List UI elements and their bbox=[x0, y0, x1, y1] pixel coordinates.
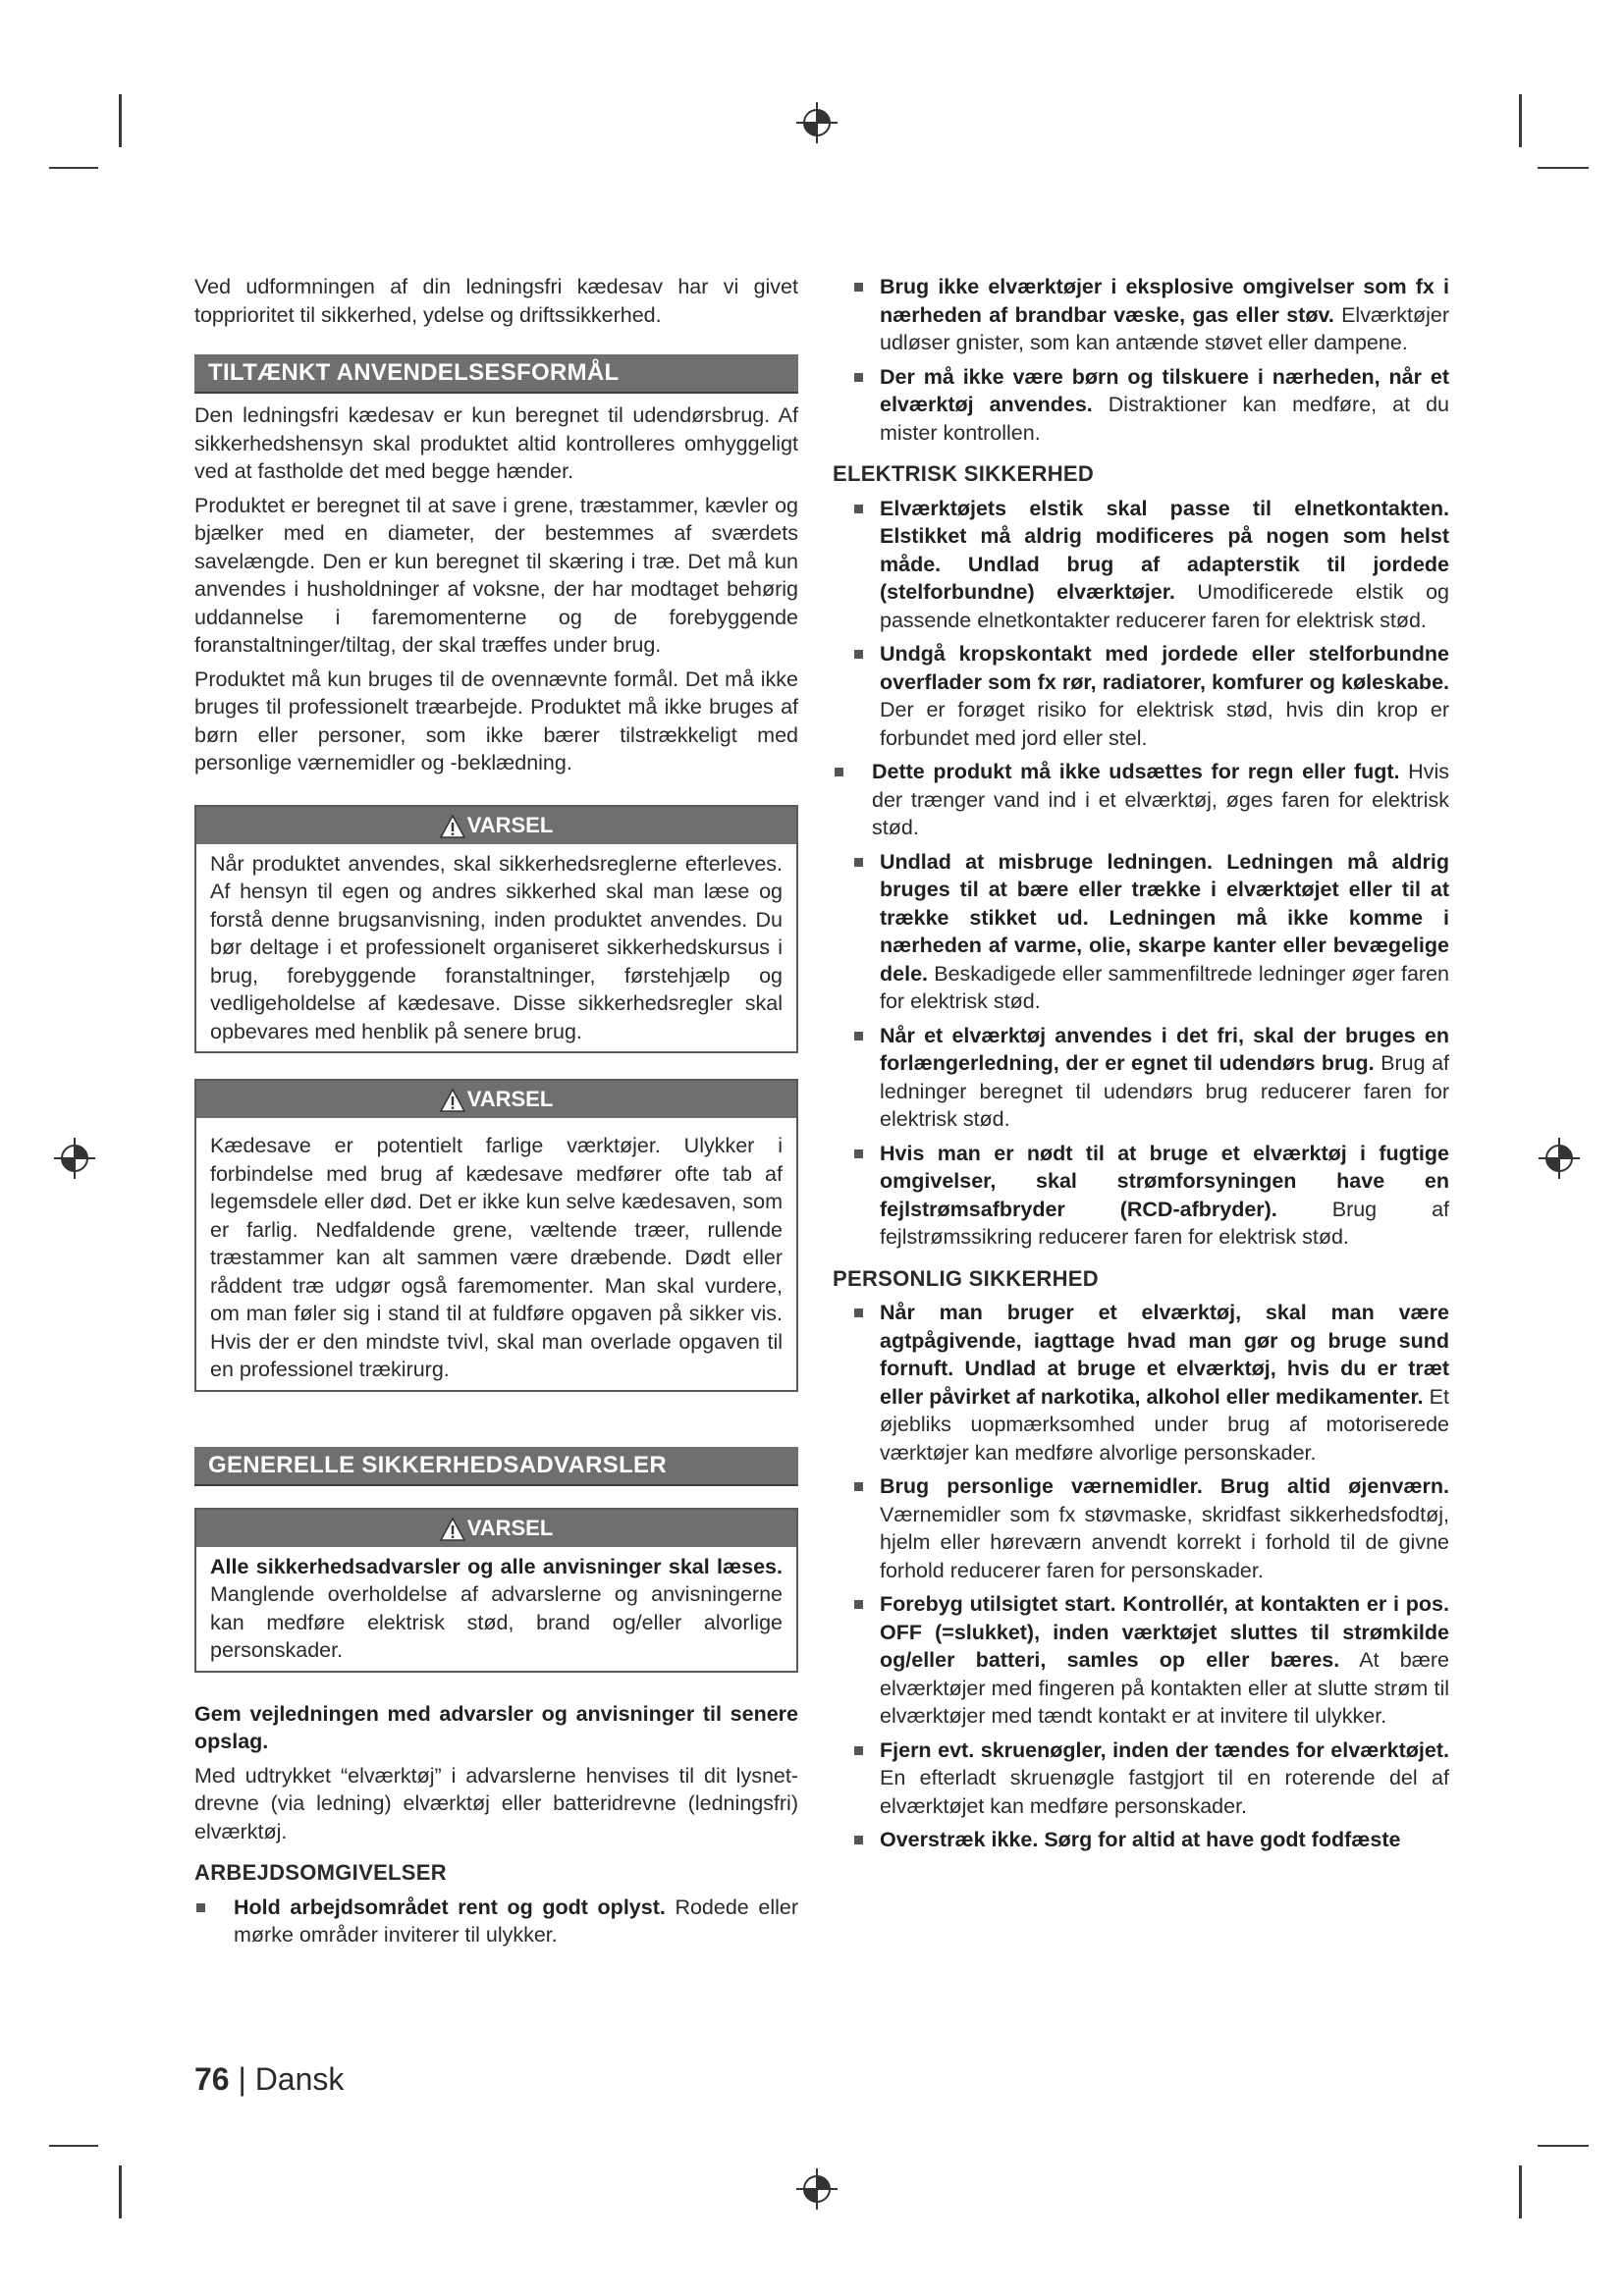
warning-triangle-icon bbox=[440, 815, 465, 838]
crop-mark bbox=[1519, 2165, 1522, 2218]
bullet-icon bbox=[854, 1482, 863, 1491]
section-heading-personal: PERSONLIG SIKKERHED bbox=[833, 1265, 1099, 1291]
crop-mark bbox=[119, 94, 122, 147]
item-bold: Brug ikke elværktøjer i eksplosive omgivelser som fx i nærheden af brandbar væske, gas eller støv. bbox=[880, 275, 1449, 327]
warning-header bbox=[196, 1510, 796, 1547]
list-item bbox=[833, 1736, 1449, 1821]
item-bold: Elværktøjets elstik skal passe til elnetkontakten. Elstikket må aldrig modificeres på nogen som helst måde. Undlad brug af adapterstik til jordede (stelforbundne) elværktøjer. bbox=[880, 496, 1449, 604]
list-item bbox=[833, 848, 1449, 1016]
left-column bbox=[194, 273, 798, 1955]
list-item bbox=[833, 273, 1449, 357]
section-heading-electrical: ELEKTRISK SIKKERHED bbox=[833, 461, 1095, 486]
bullet-icon bbox=[854, 1032, 863, 1041]
warning-box bbox=[194, 805, 798, 1054]
list-item bbox=[833, 495, 1449, 635]
bullet-icon bbox=[854, 1308, 863, 1317]
bullet-icon bbox=[854, 1149, 863, 1158]
registration-mark-icon bbox=[794, 2166, 839, 2212]
intended-use-paragraph: Den ledningsfri kædesav er kun beregnet til udendørsbrug. Af sikkerhedshensyn skal produktet altid kontrolleres omhyggeligt ved at fastholde det med begge hænder. bbox=[194, 403, 798, 483]
item-text: Brug af ledninger beregnet til udendørs brug reducerer faren for elektrisk stød. bbox=[880, 1051, 1449, 1131]
crop-mark bbox=[1538, 2145, 1589, 2147]
right-column bbox=[833, 273, 1449, 1860]
item-bold: Undgå kropskontakt med jordede eller stelforbundne overflader som fx rør, radiatorer, komfurer og køleskabe. bbox=[880, 642, 1449, 694]
list-item bbox=[833, 758, 1449, 842]
bullet-icon bbox=[196, 1903, 205, 1912]
warning-text: Kædesave er potentielt farlige værktøjer. Ulykker i forbindelse med brug af kædesave medfører ofte tab af legemsdele eller død. Det er ikke kun selve kædesaven, som er farlig. Nedfaldende grene, væltende træer, rullende træstammer kan alt sammen være dræbende. Dødt eller råddent træ udgør også faremomenter. Man skal vurdere, om man føler sig i stand til at fuldføre opgaven på sikker vis. Hvis der er den mindste tvivl, skal man overlade opgaven til en professionel trækirurg. bbox=[210, 1134, 783, 1381]
warning-label: VARSEL bbox=[466, 1515, 554, 1540]
crop-mark bbox=[119, 2165, 122, 2218]
item-bold: Undlad at misbruge ledningen. Ledningen må aldrig bruges til at bære eller trække i elværktøjet eller til at trække stikket ud. Ledningen må ikke komme i nærheden af varme, olie, skarpe kanter eller bevægelige dele. bbox=[880, 849, 1449, 986]
intro-paragraph: Ved udformningen af din ledningsfri kædesav har vi givet topprioritet til sikkerhed, ydelse og driftssikkerhed. bbox=[194, 275, 798, 327]
keep-instructions-note: Gem vejledningen med advarsler og anvisninger til senere opslag. bbox=[194, 1701, 798, 1753]
footer-separator: | bbox=[229, 2061, 255, 2097]
warning-label: VARSEL bbox=[466, 812, 554, 837]
bullet-icon bbox=[854, 1746, 863, 1755]
warning-triangle-icon bbox=[440, 1089, 465, 1112]
section-heading-work-area: ARBEJDSOMGIVELSER bbox=[194, 1860, 447, 1885]
item-bold: Hold arbejdsområdet rent og godt oplyst. bbox=[234, 1895, 666, 1919]
item-text: Elværktøjer udløser gnister, som kan antænde støvet eller dampene. bbox=[880, 302, 1449, 354]
bullet-icon bbox=[854, 505, 863, 513]
warning-header bbox=[196, 807, 796, 844]
warning-body-text: Manglende overholdelse af advarslerne og anvisningerne kan medføre elektrisk stød, brand og/eller alvorlige personskader. bbox=[210, 1582, 783, 1662]
list-item bbox=[833, 640, 1449, 752]
intended-use-paragraph: Produktet må kun bruges til de ovennævnte formål. Det må ikke bruges til professionelt træarbejde. Produktet må ikke bruges af børn eller personer, som ikke bærer tilstrækkeligt med personlige værnemidler og -beklædning. bbox=[194, 667, 798, 774]
warning-box bbox=[194, 1508, 798, 1673]
bullet-icon bbox=[854, 373, 863, 382]
crop-mark bbox=[49, 2145, 98, 2147]
item-text: Værnemidler som fx støvmaske, skridfast sikkerhedsfodtøj, hjelm eller høreværn anvendt korrekt i forhold til de givne forhold reducerer faren for personskader. bbox=[880, 1502, 1449, 1582]
bullet-icon bbox=[854, 1600, 863, 1609]
list-item bbox=[194, 1894, 798, 1949]
item-bold: Brug personlige værnemidler. Brug altid øjenværn. bbox=[880, 1474, 1449, 1498]
list-item bbox=[833, 1472, 1449, 1584]
item-text: Rodede eller mørke områder inviterer til ulykker. bbox=[234, 1895, 798, 1947]
bullet-icon bbox=[854, 650, 863, 659]
item-bold: Fjern evt. skruenøgler, inden der tændes for elværktøjet. bbox=[880, 1737, 1449, 1762]
warning-box bbox=[194, 1079, 798, 1392]
item-bold: Når et elværktøj anvendes i det fri, skal der bruges en forlængerledning, der er egnet til udendørs brug. bbox=[880, 1023, 1449, 1075]
item-text: Hvis der trænger vand ind i et elværktøj, øges faren for elektrisk stød. bbox=[872, 760, 1449, 839]
bullet-icon bbox=[854, 1836, 863, 1844]
item-text: En efterladt skruenøgle fastgjort til en roterende del af elværktøjet kan medføre personskader. bbox=[880, 1766, 1449, 1818]
item-text: Beskadigede eller sammenfiltrede ledninger øger faren for elektrisk stød. bbox=[880, 961, 1449, 1013]
item-text: At bære elværktøjer med fingeren på kontakten eller at slutte strøm til elværktøjer med tændt kontakt er at invitere til ulykker. bbox=[880, 1648, 1449, 1728]
warning-triangle-icon bbox=[440, 1518, 465, 1541]
bullet-icon bbox=[854, 283, 863, 292]
bullet-icon bbox=[854, 858, 863, 867]
list-item bbox=[833, 1590, 1449, 1731]
list-item bbox=[833, 1826, 1449, 1854]
warning-text: Når produktet anvendes, skal sikkerhedsreglerne efterleves. Af hensyn til egen og andres sikkerhed skal man læse og forstå denne brugsanvisning, inden produktet anvendes. Du bør deltage i et professionelt organiseret sikkerhedskursus i brug, forebyggende foranstaltninger, førstehjælp og vedligeholdelse af kædesave. Disse sikkerhedsregler skal opbevares med henblik på senere brug. bbox=[210, 851, 783, 1043]
warning-header bbox=[196, 1081, 796, 1118]
item-text: Der er forøget risiko for elektrisk stød, hvis din krop er forbundet med jord eller stel. bbox=[880, 698, 1449, 750]
section-heading-general: GENERELLE SIKKERHEDSADVARSLER bbox=[194, 1447, 798, 1486]
section-heading-intended-use: TILTÆNKT ANVENDELSESFORMÅL bbox=[194, 354, 798, 394]
item-text: Distraktioner kan medføre, at du mister kontrollen. bbox=[880, 393, 1449, 445]
list-item bbox=[833, 1140, 1449, 1252]
item-bold: Når man bruger et elværktøj, skal man være agtpågivende, iagttage hvad man gør og bruge sund fornuft. Undlad at bruge et elværktøj, hvis du er træt eller påvirket af narkotika, alkohol eller medikamenter. bbox=[880, 1301, 1449, 1409]
registration-mark-icon bbox=[794, 100, 839, 145]
item-text: Brug af fejlstrømssikring reducerer faren for elektrisk stød. bbox=[880, 1197, 1450, 1249]
page-footer bbox=[194, 2061, 344, 2098]
footer-language: Dansk bbox=[254, 2061, 345, 2097]
warning-bold-text: Alle sikkerhedsadvarsler og alle anvisninger skal læses. bbox=[210, 1554, 783, 1578]
item-bold: Der må ikke være børn og tilskuere i nærheden, når et elværktøj anvendes. bbox=[880, 364, 1449, 416]
item-text: Et øjebliks uopmærksomhed under brug af motoriserede værktøjer kan medføre alvorlige personskader. bbox=[880, 1384, 1449, 1465]
registration-mark-icon bbox=[1537, 1136, 1582, 1181]
item-text: Umodificerede elstik og passende elnetkontakter reducerer faren for elektrisk stød. bbox=[880, 580, 1449, 632]
list-item bbox=[833, 363, 1449, 448]
bullet-icon bbox=[835, 768, 843, 776]
page-number: 76 bbox=[194, 2061, 230, 2097]
crop-mark bbox=[1519, 94, 1522, 147]
crop-mark bbox=[1538, 167, 1589, 169]
list-item bbox=[833, 1022, 1449, 1134]
warning-text bbox=[210, 1553, 783, 1665]
term-definition: Med udtrykket “elværktøj” i advarslerne henvises til dit lysnet-drevne (via ledning) elværktøj eller batteridrevne (ledningsfri) elværktøj. bbox=[194, 1763, 798, 1843]
item-bold: Dette produkt må ikke udsættes for regn eller fugt. bbox=[872, 760, 1400, 783]
warning-label: VARSEL bbox=[466, 1087, 554, 1111]
list-item bbox=[833, 1299, 1449, 1467]
crop-mark bbox=[49, 167, 98, 169]
registration-mark-icon bbox=[52, 1136, 97, 1181]
intended-use-paragraph: Produktet er beregnet til at save i grene, træstammer, kævler og bjælker med en diameter, der bestemmes af sværdets savelængde. Den er kun beregnet til skæring i træ. Det må kun anvendes i husholdninger af voksne, der har modtaget behørig uddannelse i faremomenterne og de forebyggende foranstaltninger/tiltag, der skal træffes under brug. bbox=[194, 493, 798, 657]
item-bold: Hvis man er nødt til at bruge et elværktøj i fugtige omgivelser, skal strømforsyningen have en fejlstrømsafbryder (RCD-afbryder). bbox=[880, 1141, 1449, 1221]
item-bold: Forebyg utilsigtet start. Kontrollér, at kontakten er i pos. OFF (=slukket), inden værktøjet sluttes til strømkilde og/eller batteri, samles op eller bæres. bbox=[880, 1592, 1449, 1672]
item-bold: Overstræk ikke. Sørg for altid at have godt fodfæste bbox=[880, 1828, 1401, 1851]
